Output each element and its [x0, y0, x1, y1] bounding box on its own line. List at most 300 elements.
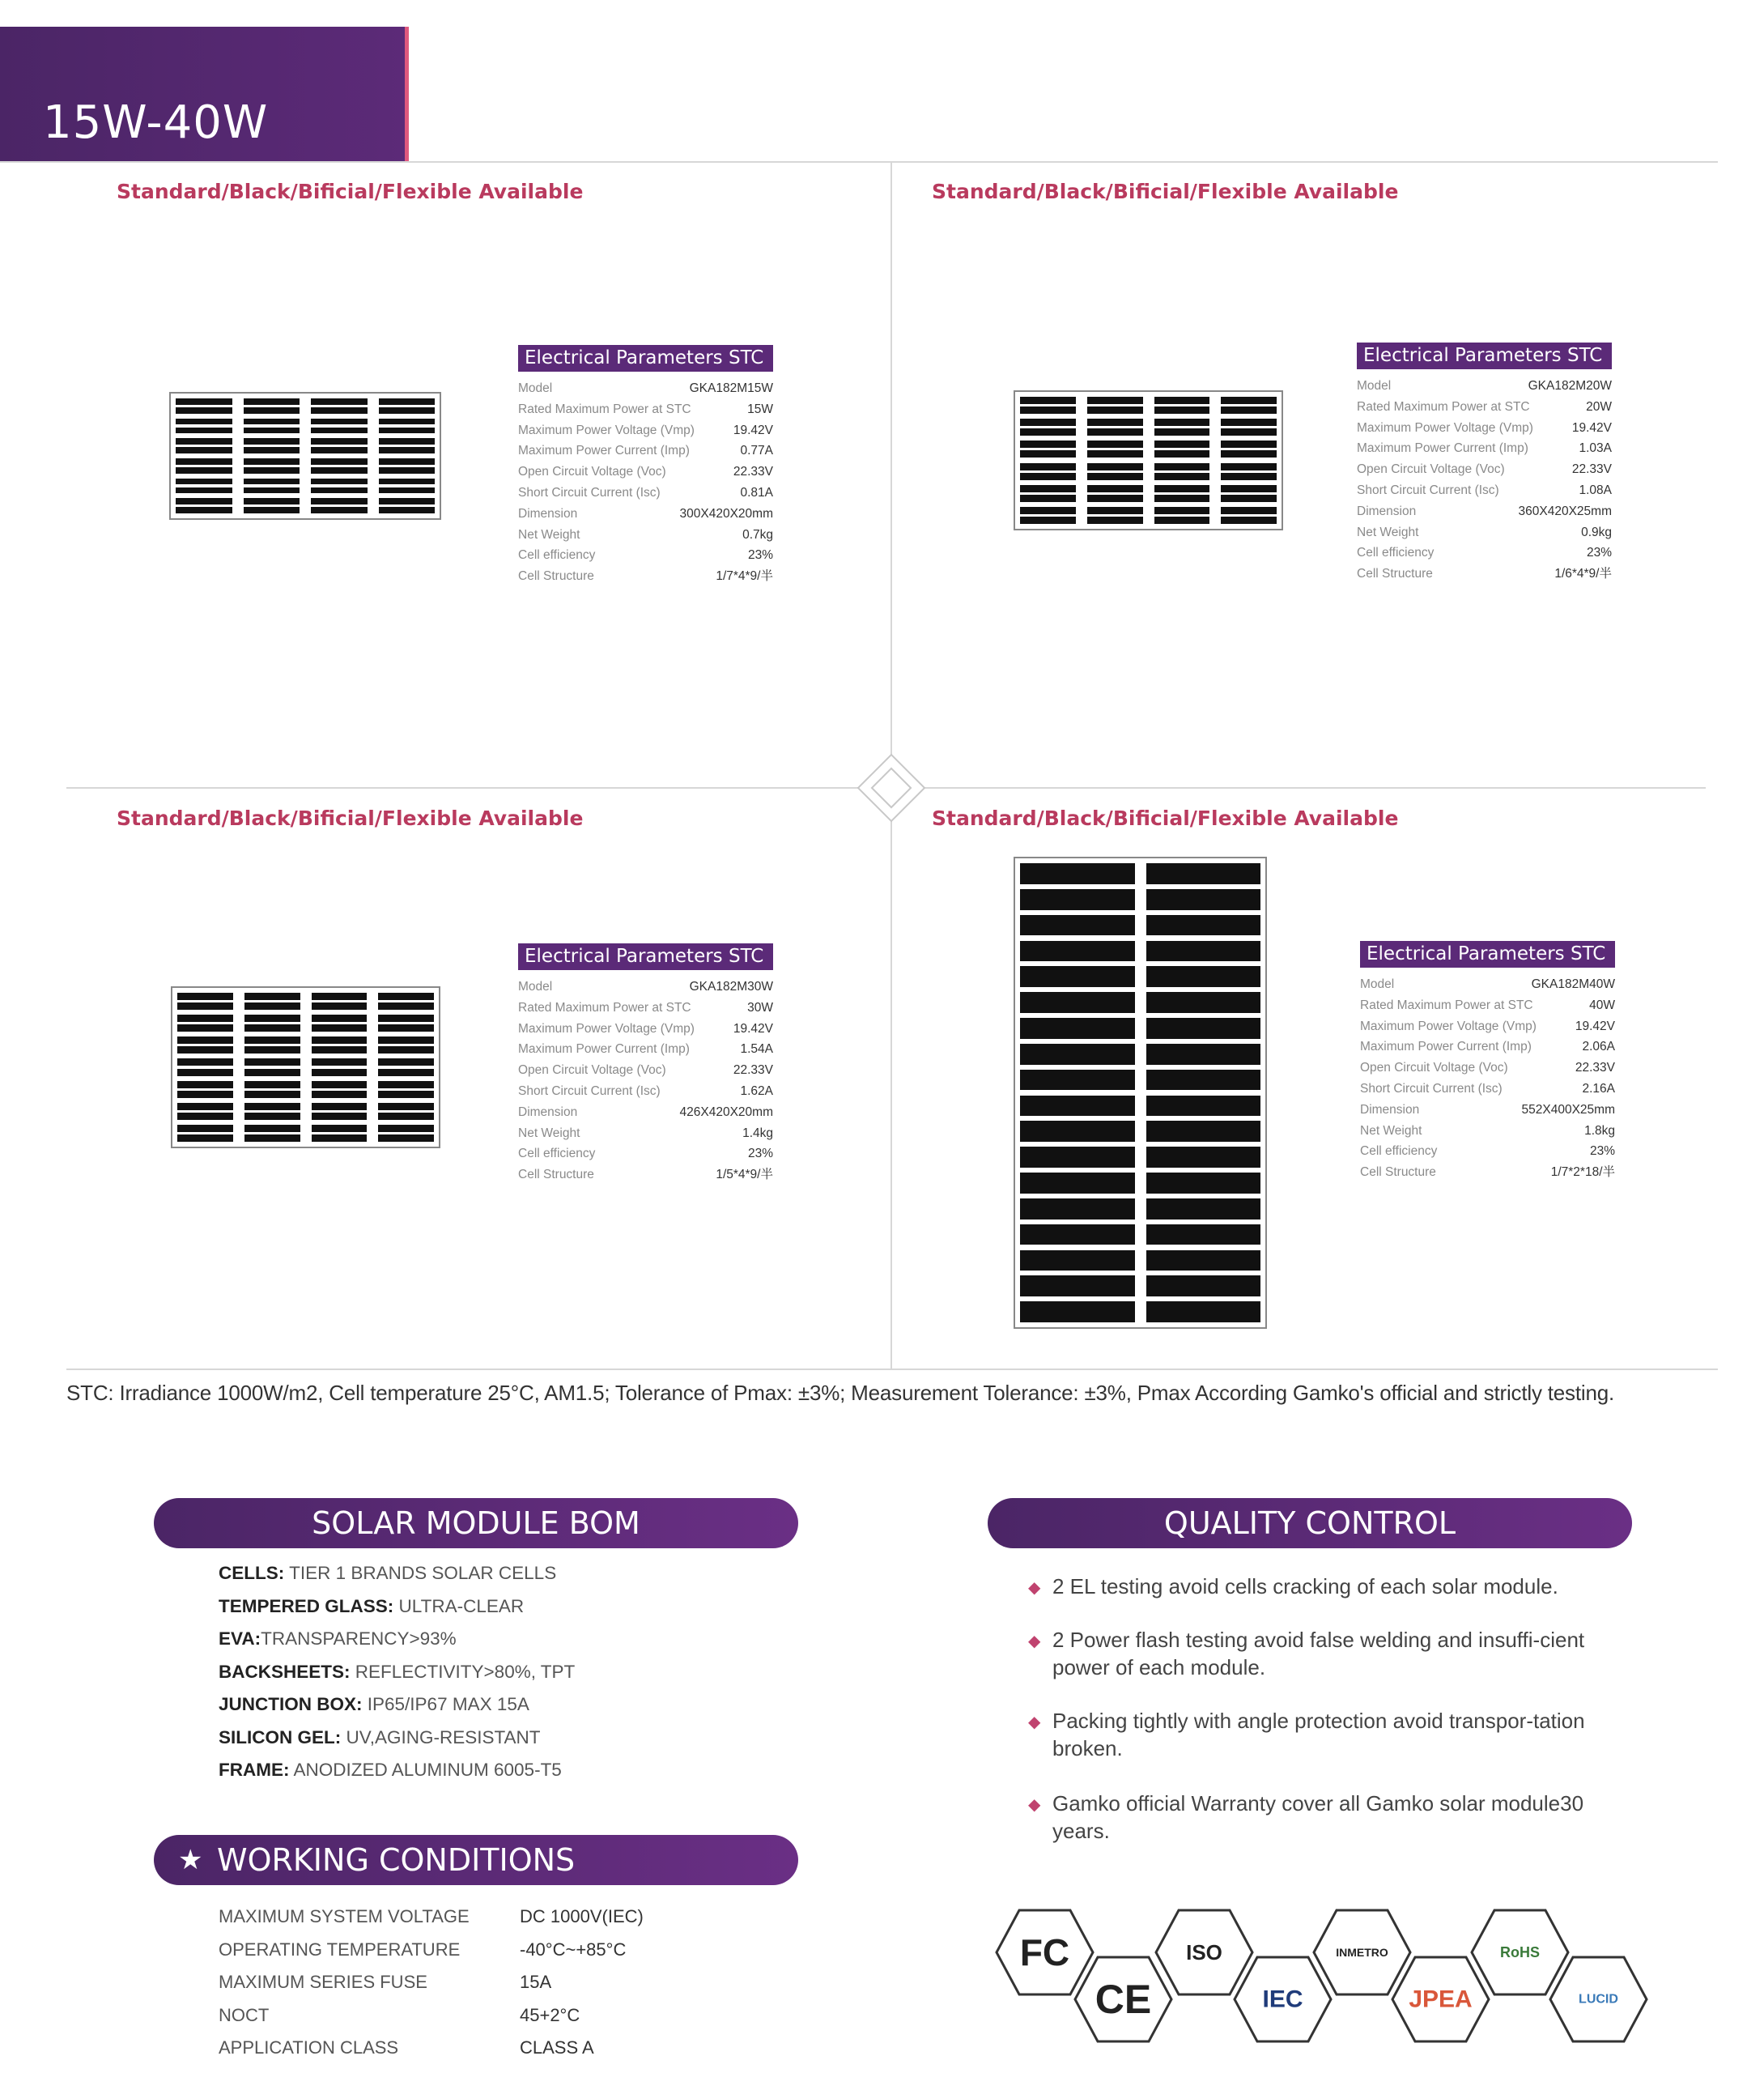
working-row: [219, 1939, 627, 1960]
solar-cell: [1221, 463, 1277, 470]
solar-cell: [1221, 507, 1277, 514]
solar-cell: [1020, 495, 1076, 502]
working-label: OPERATING TEMPERATURE: [219, 1939, 461, 1960]
solar-cell: [1154, 441, 1210, 448]
solar-cell: [177, 1134, 233, 1142]
solar-cell: [1146, 966, 1261, 987]
solar-cell: [1146, 941, 1261, 962]
solar-cell: [1154, 485, 1210, 492]
solar-cell: [312, 1081, 368, 1088]
param-value: 1.4kg: [742, 1126, 773, 1140]
solar-cell: [177, 1058, 233, 1066]
solar-cell: [244, 1036, 300, 1044]
param-label: Net Weight: [1360, 1123, 1422, 1138]
solar-cell: [1020, 1198, 1135, 1220]
solar-cell: [244, 993, 300, 1000]
params-title: Electrical Parameters STC: [1360, 941, 1615, 968]
param-row: [1357, 501, 1612, 522]
solar-cell: [244, 479, 300, 485]
solar-cell: [312, 1125, 368, 1132]
working-label: NOCT: [219, 2004, 270, 2025]
param-value: 1.8kg: [1584, 1123, 1615, 1138]
bom-item-value: TRANSPARENCY>93%: [261, 1628, 457, 1649]
solar-cell: [1020, 1018, 1135, 1039]
solar-cell: [1087, 450, 1143, 458]
quality-item: [1028, 1573, 1643, 1600]
param-row: [1360, 974, 1615, 995]
param-row: [1360, 1162, 1615, 1183]
bom-item-label: EVA:: [219, 1628, 261, 1649]
param-label: Rated Maximum Power at STC: [1357, 399, 1530, 414]
param-label: Dimension: [1357, 504, 1417, 518]
param-row: [518, 483, 773, 504]
solar-cell: [1020, 863, 1135, 884]
solar-cell: [379, 407, 436, 414]
param-row: [518, 1164, 773, 1185]
param-row: [1357, 543, 1612, 564]
solar-cell: [311, 498, 368, 504]
param-value: 552X400X25mm: [1521, 1102, 1615, 1117]
param-row: [1357, 480, 1612, 501]
solar-panel-image-40w: [1014, 857, 1267, 1329]
params-box-40w: [1360, 941, 1615, 1183]
param-value: 2.16A: [1582, 1081, 1615, 1096]
solar-cell: [312, 1002, 368, 1010]
param-row: [518, 462, 773, 483]
solar-cell: [1146, 889, 1261, 910]
solar-cell: [1020, 450, 1076, 458]
cert-logo-text: IEC: [1262, 1986, 1303, 2013]
param-label: Short Circuit Current (Isc): [1357, 483, 1499, 497]
solar-cell: [1146, 1198, 1261, 1220]
diamond-bullet-icon: ◆: [1028, 1579, 1041, 1597]
solar-cell: [1020, 507, 1076, 514]
bom-item-value: REFLECTIVITY>80%, TPT: [350, 1661, 576, 1682]
solar-cell: [1146, 1147, 1261, 1168]
solar-cell: [378, 1036, 434, 1044]
solar-cell: [1020, 397, 1076, 404]
param-label: Model: [518, 381, 553, 395]
bom-item-label: FRAME:: [219, 1760, 290, 1780]
solar-cell: [1020, 1044, 1135, 1065]
solar-cell: [378, 1015, 434, 1022]
param-row: [1357, 459, 1612, 480]
param-row: [518, 1060, 773, 1081]
param-label: Rated Maximum Power at STC: [518, 1000, 691, 1015]
solar-cell: [177, 1015, 233, 1022]
param-value: 0.81A: [740, 485, 773, 500]
quality-item: [1028, 1790, 1643, 1845]
solar-cell: [312, 1113, 368, 1120]
bom-item: [219, 1563, 556, 1584]
solar-cell: [1020, 407, 1076, 414]
solar-cell: [1087, 463, 1143, 470]
solar-cell: [1020, 485, 1076, 492]
param-label: Maximum Power Current (Imp): [1357, 441, 1528, 456]
param-row: [1357, 397, 1612, 418]
bom-item-label: SILICON GEL:: [219, 1726, 342, 1747]
param-label: Open Circuit Voltage (Voc): [518, 1063, 666, 1078]
solar-cell: [311, 458, 368, 465]
solar-cell: [1020, 419, 1076, 426]
param-label: Net Weight: [518, 527, 580, 542]
solar-cell: [176, 498, 232, 504]
solar-cell: [1221, 450, 1277, 458]
solar-cell: [1154, 407, 1210, 414]
solar-cell: [1020, 441, 1076, 448]
solar-cell: [176, 458, 232, 465]
param-row: [1360, 1121, 1615, 1142]
working-value: 45+2°C: [520, 2004, 580, 2025]
param-label: Dimension: [518, 506, 578, 521]
param-label: Cell Structure: [1357, 567, 1433, 581]
solar-cell: [1221, 517, 1277, 524]
solar-cell: [1020, 1096, 1135, 1117]
param-value: 1/6*4*9/半: [1554, 567, 1612, 581]
solar-cell: [1221, 485, 1277, 492]
solar-cell: [176, 479, 232, 485]
solar-cell: [311, 428, 368, 434]
solar-cell: [312, 1046, 368, 1054]
param-value: 19.42V: [1575, 1019, 1615, 1033]
working-row: [219, 2037, 594, 2058]
solar-cell: [1020, 1147, 1135, 1168]
solar-cell: [378, 1046, 434, 1054]
solar-cell: [1146, 1096, 1261, 1117]
solar-cell: [312, 1091, 368, 1098]
solar-cell: [244, 1134, 300, 1142]
solar-cell: [311, 407, 368, 414]
solar-cell: [1087, 407, 1143, 414]
solar-cell: [177, 1036, 233, 1044]
bom-item-label: BACKSHEETS:: [219, 1661, 351, 1682]
solar-cell: [378, 1125, 434, 1132]
working-row: [219, 1972, 552, 1993]
solar-cell: [1146, 1070, 1261, 1091]
solar-cell: [311, 438, 368, 445]
availability-label-2: Standard/Black/Bificial/Flexible Available: [932, 180, 1399, 203]
solar-cell: [312, 1024, 368, 1032]
solar-cell: [244, 428, 300, 434]
solar-cell: [1221, 397, 1277, 404]
param-value: 0.9kg: [1581, 525, 1612, 539]
param-label: Short Circuit Current (Isc): [518, 485, 661, 500]
solar-cell: [177, 1046, 233, 1054]
lucid-logo: [1548, 1955, 1649, 2044]
param-row: [1360, 1016, 1615, 1037]
param-label: Rated Maximum Power at STC: [518, 402, 691, 416]
bom-item-label: TEMPERED GLASS:: [219, 1595, 394, 1616]
solar-cell: [1087, 419, 1143, 426]
param-label: Dimension: [518, 1105, 578, 1119]
star-icon: ★: [178, 1844, 203, 1876]
param-row: [1357, 522, 1612, 543]
param-value: 1.08A: [1579, 483, 1612, 497]
solar-cell: [378, 1069, 434, 1076]
param-row: [518, 998, 773, 1019]
solar-cell: [244, 1002, 300, 1010]
solar-cell: [177, 1091, 233, 1098]
param-row: [1360, 1141, 1615, 1162]
solar-cell: [1087, 441, 1143, 448]
header-band: [0, 27, 409, 161]
param-value: GKA182M40W: [1531, 977, 1615, 991]
solar-cell: [312, 1058, 368, 1066]
diamond-ornament: [852, 748, 931, 828]
working-title: WORKING CONDITIONS: [217, 1842, 576, 1878]
solar-cell: [1020, 463, 1076, 470]
solar-cell: [379, 458, 436, 465]
solar-cell: [1154, 450, 1210, 458]
param-label: Cell efficiency: [1357, 546, 1435, 560]
solar-cell: [1087, 473, 1143, 480]
param-row: [1360, 1058, 1615, 1079]
param-value: 22.33V: [733, 1063, 773, 1078]
solar-cell: [312, 1015, 368, 1022]
solar-cell: [1087, 485, 1143, 492]
param-value: 22.33V: [1575, 1061, 1615, 1075]
solar-cell: [378, 993, 434, 1000]
working-value: 15A: [520, 1972, 552, 1992]
solar-cell: [1154, 419, 1210, 426]
solar-cell: [1221, 428, 1277, 436]
solar-cell: [244, 487, 300, 494]
solar-cell: [1154, 397, 1210, 404]
param-label: Net Weight: [518, 1126, 580, 1140]
cert-logo-text: LUCID: [1579, 1992, 1618, 2007]
solar-cell: [1020, 1224, 1135, 1245]
param-row: [518, 441, 773, 462]
solar-cell: [244, 1081, 300, 1088]
availability-label-1: Standard/Black/Bificial/Flexible Available: [117, 180, 584, 203]
solar-cell: [176, 487, 232, 494]
param-label: Maximum Power Voltage (Vmp): [1360, 1019, 1537, 1033]
solar-cell: [312, 1036, 368, 1044]
param-label: Rated Maximum Power at STC: [1360, 998, 1533, 1012]
solar-cell: [1087, 495, 1143, 502]
param-value: 19.42V: [733, 1021, 773, 1036]
solar-cell: [1087, 397, 1143, 404]
solar-cell: [244, 1024, 300, 1032]
solar-cell: [378, 1134, 434, 1142]
solar-cell: [379, 479, 436, 485]
param-label: Open Circuit Voltage (Voc): [1360, 1061, 1508, 1075]
bom-item: [219, 1694, 529, 1715]
params-box-30w: [518, 943, 773, 1185]
param-label: Model: [518, 980, 553, 994]
param-label: Open Circuit Voltage (Voc): [1357, 462, 1505, 477]
solar-cell: [177, 1069, 233, 1076]
solar-cell: [244, 458, 300, 465]
solar-cell: [378, 1081, 434, 1088]
cert-logo-text: RoHS: [1500, 1944, 1540, 1960]
solar-cell: [1154, 463, 1210, 470]
param-value: 30W: [747, 1000, 773, 1015]
working-label: MAXIMUM SYSTEM VOLTAGE: [219, 1906, 470, 1926]
solar-cell: [1146, 1250, 1261, 1271]
param-row: [1357, 564, 1612, 585]
solar-cell: [1020, 1301, 1135, 1322]
solar-cell: [379, 507, 436, 513]
quality-title: QUALITY CONTROL: [988, 1498, 1632, 1548]
solar-cell: [244, 1091, 300, 1098]
bom-item: [219, 1596, 524, 1617]
param-row: [1357, 438, 1612, 459]
solar-cell: [312, 1134, 368, 1142]
solar-cell: [244, 1113, 300, 1120]
solar-cell: [244, 1046, 300, 1054]
solar-cell: [1020, 517, 1076, 524]
solar-cell: [1146, 1018, 1261, 1039]
param-label: Short Circuit Current (Isc): [1360, 1081, 1503, 1096]
solar-cell: [176, 407, 232, 414]
param-label: Maximum Power Current (Imp): [518, 444, 690, 458]
param-label: Cell efficiency: [518, 548, 596, 563]
solar-cell: [378, 1103, 434, 1110]
param-value: 2.06A: [1582, 1040, 1615, 1054]
param-label: Cell efficiency: [518, 1147, 596, 1161]
bom-item-value: ULTRA-CLEAR: [393, 1595, 525, 1616]
param-value: 19.42V: [1571, 420, 1612, 435]
working-value: -40°C~+85°C: [520, 1939, 627, 1960]
param-label: Maximum Power Voltage (Vmp): [518, 1021, 695, 1036]
solar-cell: [1087, 507, 1143, 514]
solar-cell: [1020, 941, 1135, 962]
param-value: 23%: [1586, 546, 1612, 560]
quality-item-text: 2 EL testing avoid cells cracking of each solar module.: [1052, 1574, 1558, 1598]
diamond-bullet-icon: ◆: [1028, 1796, 1041, 1814]
params-title: Electrical Parameters STC: [1357, 343, 1612, 369]
solar-cell: [1020, 1250, 1135, 1271]
solar-cell: [244, 447, 300, 453]
solar-cell: [311, 447, 368, 453]
param-row: [1360, 995, 1615, 1016]
param-row: [518, 1102, 773, 1123]
param-value: 1/7*2*18/半: [1550, 1165, 1615, 1180]
param-row: [1357, 376, 1612, 397]
params-title: Electrical Parameters STC: [518, 943, 773, 970]
param-row: [518, 1039, 773, 1060]
param-row: [518, 545, 773, 566]
solar-cell: [1087, 428, 1143, 436]
solar-cell: [1154, 517, 1210, 524]
param-row: [1360, 1079, 1615, 1100]
bom-item-value: IP65/IP67 MAX 15A: [362, 1694, 529, 1714]
solar-cell: [1020, 1121, 1135, 1142]
working-label: APPLICATION CLASS: [219, 2037, 399, 2058]
solar-cell: [177, 1081, 233, 1088]
solar-cell: [1146, 992, 1261, 1013]
param-row: [518, 420, 773, 441]
param-value: 360X420X25mm: [1518, 504, 1612, 518]
param-label: Cell Structure: [518, 1168, 594, 1182]
param-label: Cell Structure: [518, 569, 594, 584]
quality-item-text: 2 Power flash testing avoid false welding and insuffi-cient power of each module.: [1052, 1628, 1585, 1679]
solar-cell: [1221, 495, 1277, 502]
solar-cell: [1221, 419, 1277, 426]
solar-panel-image-20w: [1014, 390, 1283, 530]
solar-cell: [1146, 1121, 1261, 1142]
solar-cell: [1146, 1173, 1261, 1194]
param-value: GKA182M20W: [1528, 379, 1612, 393]
param-value: 19.42V: [733, 423, 773, 437]
solar-cell: [244, 507, 300, 513]
param-row: [518, 399, 773, 420]
solar-cell: [379, 398, 436, 405]
solar-cell: [177, 1002, 233, 1010]
solar-cell: [1020, 428, 1076, 436]
solar-cell: [1020, 966, 1135, 987]
quality-item-text: Packing tightly with angle protection avoid transpor-tation broken.: [1052, 1709, 1585, 1760]
solar-panel-image-15w: [169, 392, 441, 520]
param-row: [1357, 418, 1612, 439]
param-value: 1/5*4*9/半: [716, 1168, 773, 1182]
param-value: GKA182M30W: [689, 980, 773, 994]
solar-cell: [244, 1058, 300, 1066]
param-label: Maximum Power Current (Imp): [1360, 1040, 1532, 1054]
param-value: 20W: [1586, 399, 1612, 414]
solar-cell: [1020, 915, 1135, 936]
solar-cell: [311, 479, 368, 485]
param-label: Maximum Power Current (Imp): [518, 1042, 690, 1057]
solar-cell: [177, 1113, 233, 1120]
cert-logo-text: ISO: [1186, 1940, 1222, 1964]
availability-label-3: Standard/Black/Bificial/Flexible Available: [117, 807, 584, 830]
solar-cell: [244, 1103, 300, 1110]
solar-cell: [1020, 889, 1135, 910]
bom-item: [219, 1628, 457, 1649]
param-value: 40W: [1589, 998, 1615, 1012]
solar-cell: [1146, 1275, 1261, 1296]
bom-title: SOLAR MODULE BOM: [154, 1498, 798, 1548]
param-value: 23%: [747, 548, 773, 563]
solar-cell: [1020, 1173, 1135, 1194]
bom-item-value: TIER 1 BRANDS SOLAR CELLS: [284, 1563, 557, 1583]
solar-cell: [379, 428, 436, 434]
solar-cell: [1221, 441, 1277, 448]
solar-cell: [379, 438, 436, 445]
param-row: [518, 1123, 773, 1144]
param-row: [518, 504, 773, 525]
param-row: [1360, 1100, 1615, 1121]
solar-cell: [1146, 1224, 1261, 1245]
param-value: 300X420X20mm: [679, 506, 773, 521]
working-row: [219, 1906, 644, 1927]
solar-cell: [176, 507, 232, 513]
param-row: [518, 1019, 773, 1040]
params-box-20w: [1357, 343, 1612, 585]
solar-cell: [1087, 517, 1143, 524]
param-label: Cell Structure: [1360, 1165, 1436, 1180]
param-label: Open Circuit Voltage (Voc): [518, 465, 666, 479]
param-value: GKA182M15W: [689, 381, 773, 395]
param-value: 23%: [1589, 1144, 1615, 1159]
bom-item-label: JUNCTION BOX:: [219, 1694, 363, 1714]
solar-cell: [378, 1002, 434, 1010]
solar-cell: [1154, 473, 1210, 480]
solar-cell: [177, 1024, 233, 1032]
solar-cell: [177, 993, 233, 1000]
solar-cell: [312, 1103, 368, 1110]
solar-cell: [1154, 428, 1210, 436]
solar-cell: [1020, 992, 1135, 1013]
cert-logo-text: JPEA: [1409, 1986, 1473, 2013]
solar-cell: [312, 993, 368, 1000]
solar-cell: [244, 438, 300, 445]
working-value: DC 1000V(IEC): [520, 1906, 644, 1926]
quality-item: [1028, 1626, 1643, 1681]
bom-item-value: ANODIZED ALUMINUM 6005-T5: [289, 1760, 562, 1780]
